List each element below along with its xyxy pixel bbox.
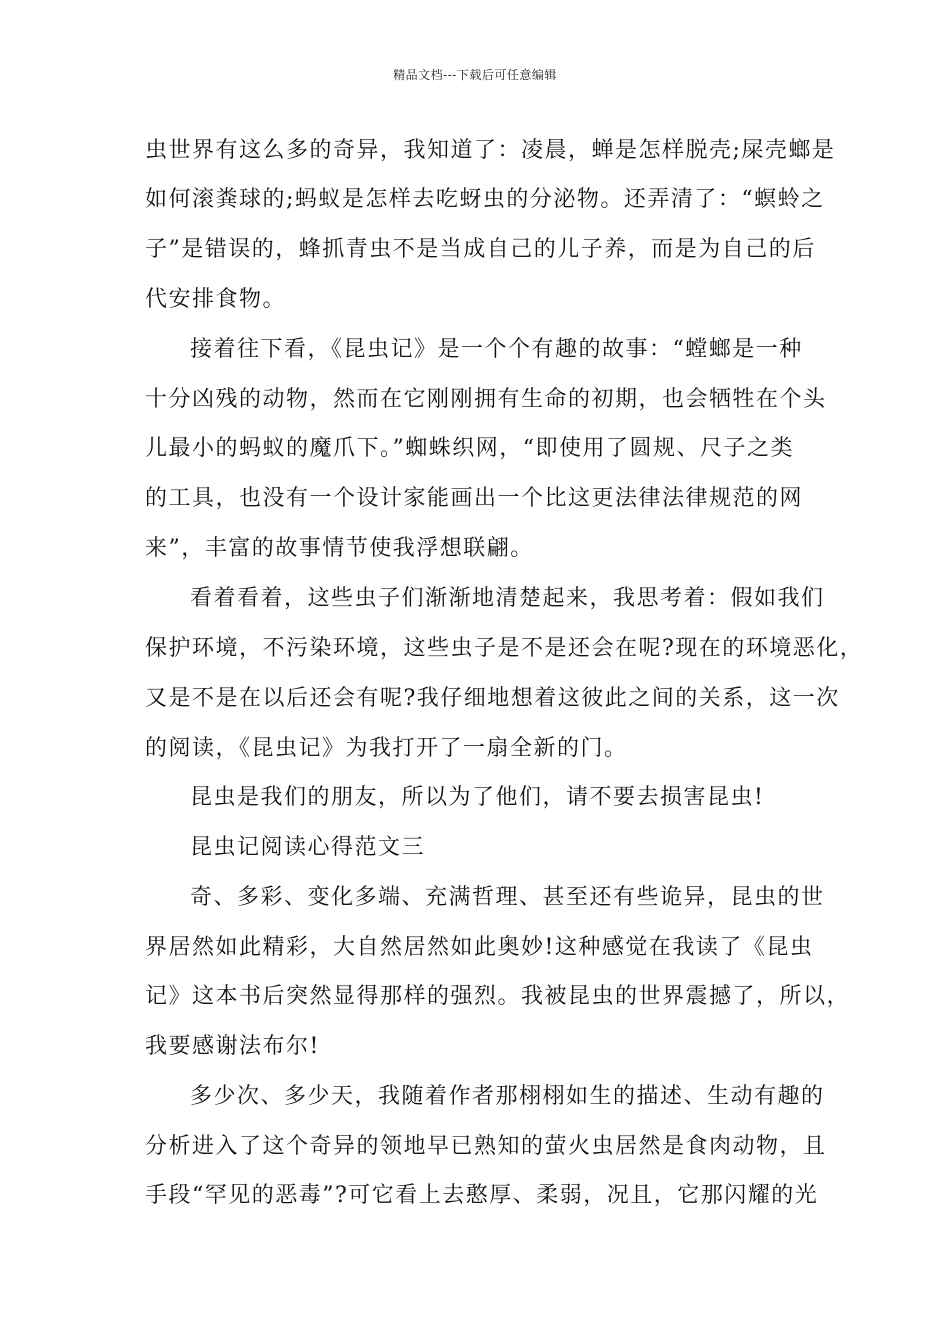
- paragraph-line: 又是不是在以后还会有呢?我仔细地想着这彼此之间的关系，这一次: [145, 686, 840, 711]
- paragraph-line: 奇、多彩、变化多端、充满哲理、甚至还有些诡异，昆虫的世: [190, 885, 825, 910]
- paragraph-line: 的工具，也没有一个设计家能画出一个比这更法律法律规范的网: [145, 486, 804, 511]
- paragraph-line: 记》这本书后突然显得那样的强烈。我被昆虫的世界震撼了，所以，: [145, 984, 851, 1009]
- paragraph-line: 的阅读，《昆虫记》为我打开了一扇全新的门。: [145, 736, 628, 761]
- paragraph-line: 手段“罕见的恶毒”?可它看上去憨厚、柔弱，况且，它那闪耀的光: [145, 1183, 819, 1208]
- paragraph-line: 代安排食物。: [145, 287, 287, 312]
- paragraph-line: 虫世界有这么多的奇异，我知道了：凌晨，蝉是怎样脱壳;屎壳螂是: [145, 138, 836, 163]
- paragraph-line: 儿最小的蚂蚁的魔爪下。”蜘蛛织网，“即使用了圆规、尺子之类: [145, 436, 794, 461]
- paragraph-line: 我要感谢法布尔!: [145, 1034, 320, 1059]
- paragraph-line: 十分凶残的动物，然而在它刚刚拥有生命的初期，也会牺牲在个头: [145, 387, 827, 412]
- paragraph-line: 来”，丰富的故事情节使我浮想联翩。: [145, 536, 534, 561]
- paragraph-line: 昆虫是我们的朋友，所以为了他们，请不要去损害昆虫!: [190, 785, 765, 810]
- page-header: 精品文档---下载后可任意编辑: [393, 68, 557, 82]
- section-title: 昆虫记阅读心得范文三: [190, 835, 426, 860]
- paragraph-line: 看着看着，这些虫子们渐渐地清楚起来，我思考着：假如我们: [190, 586, 825, 611]
- paragraph-line: 保护环境，不污染环境，这些虫子是不是还会在呢?现在的环境恶化，: [145, 636, 864, 661]
- paragraph-line: 子”是错误的，蜂抓青虫不是当成自己的儿子养，而是为自己的后: [145, 237, 816, 262]
- paragraph-line: 接着往下看，《昆虫记》是一个个有趣的故事：“螳螂是一种: [190, 337, 803, 362]
- paragraph-line: 界居然如此精彩，大自然居然如此奥妙!这种感觉在我读了《昆虫: [145, 935, 814, 960]
- paragraph-line: 多少次、多少天，我随着作者那栩栩如生的描述、生动有趣的: [190, 1084, 825, 1109]
- paragraph-line: 分析进入了这个奇异的领地早已熟知的萤火虫居然是食肉动物，且: [145, 1134, 827, 1159]
- paragraph-line: 如何滚粪球的;蚂蚁是怎样去吃蚜虫的分泌物。还弄清了：“螟蛉之: [145, 187, 825, 212]
